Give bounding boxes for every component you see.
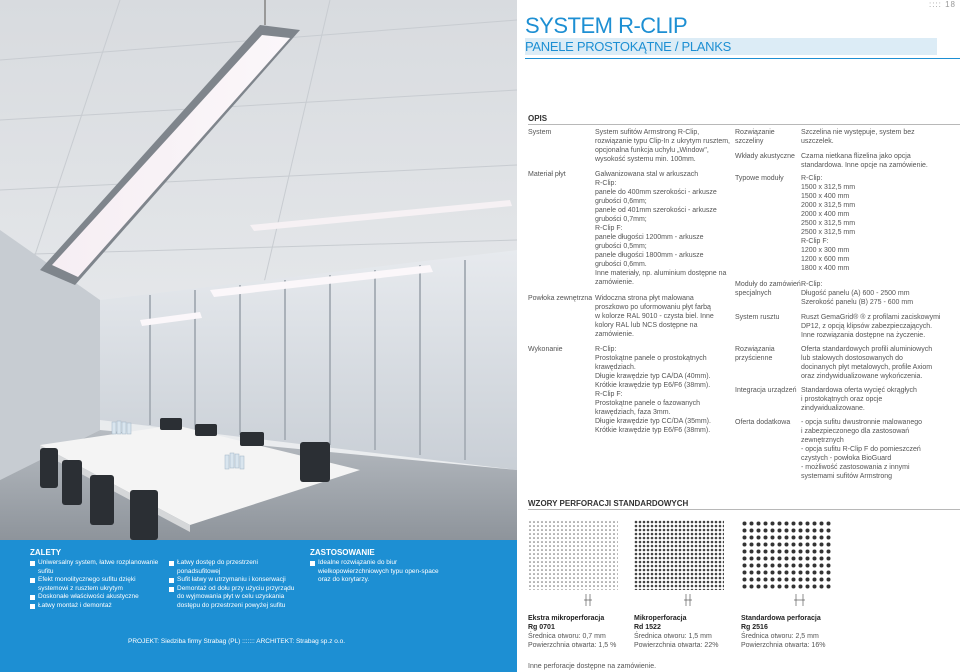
perforation-swatch-rg2516: [741, 520, 831, 608]
advantage-item: Łatwy dostęp do przestrzeni ponadsufitowej: [169, 559, 309, 576]
perforation-name: Ekstra mikroperforacja: [528, 615, 605, 622]
spec-value-system: System sufitów Armstrong R-Clip, rozwiązanie typu Clip-In z ukrytym rusztem, opcjonalna funkcja uchylu „Window", wysokość systemu min. 100mm.: [595, 129, 730, 163]
spec-value-wall: Oferta standardowych profili aluminiowych lub stalowych dostosowanych do docinanych płyt metalowych, profile Axiom oraz zindywidualizowane wykończenia.: [801, 346, 933, 380]
spec-value-grid: Ruszt GemaGrid® ® z profilami zaciskowymi DP12, z opcją klipsów zabezpieczających. Inne rozwiązania dostępne na życzenie.: [801, 314, 941, 339]
perforation-code: Rd 1522: [634, 624, 661, 631]
page-title: SYSTEM R-CLIP: [525, 13, 688, 38]
spec-label-wall: Rozwiązania przyścienne: [735, 346, 775, 362]
opis-heading: OPIS: [528, 114, 548, 123]
perforation-heading: WZORY PERFORACJI STANDARDOWYCH: [528, 499, 689, 508]
advantage-item: Efekt monolitycznego sufitu dzięki systemowi z rusztem ukrytym: [30, 576, 165, 593]
perforation-caption-2: [634, 614, 718, 650]
spec-label-acoustic: Wkłady akustyczne: [735, 153, 795, 160]
spec-value-extra: - opcja sufitu dwustronnie malowanego i zabezpieczonego dla zastosowań zewnętrznych - opcja sufitu R-Clip F do pomieszczeń czystych - powłoka BioGuard - możliwość zastosowania z innymi systemami sufitów Armstrong: [801, 419, 923, 480]
perforation-divider: [528, 509, 960, 510]
spec-value-integration: Standardowa oferta wycięć okrągłych i prostokątnych oraz opcje zindywidualizowane.: [801, 387, 917, 412]
header-divider: [525, 58, 960, 59]
advantages-col-1: [30, 559, 165, 610]
perforation-swatch-rg0701: [528, 520, 618, 608]
spec-label-material: Materiał płyt: [528, 171, 566, 178]
perforation-open-area: Powierzchnia otwarta: 22%: [634, 642, 719, 649]
application-item: Idealne rozwiązanie do biur wielkopowierzchniowych typu open-space oraz do korytarzy.: [310, 559, 460, 585]
perforation-diameter: Średnica otworu: 0,7 mm: [528, 633, 606, 640]
page-subtitle: PANELE PROSTOKĄTNE / PLANKS: [525, 39, 731, 54]
spec-label-execution: Wykonanie: [528, 346, 563, 353]
perforation-code: Rg 2516: [741, 624, 768, 631]
perforation-note: Inne perforacje dostępne na zamówienie.: [528, 663, 657, 670]
perforation-caption-3: [741, 614, 825, 650]
perforation-code: Rg 0701: [528, 624, 555, 631]
advantage-item: Łatwy montaż i demontaż: [30, 602, 165, 611]
spec-label-gap: Rozwiązanie szczeliny: [735, 129, 775, 145]
spec-value-modules: R-Clip: 1500 x 312,5 mm 1500 x 400 mm 2000 x 312,5 mm 2000 x 400 mm 2500 x 312,5 mm 2500 x 312,5 mm R-Clip F: 1200 x 300 mm 1200 x 600 mm 1800 x 400 mm: [801, 175, 856, 272]
spec-label-modules: Typowe moduły: [735, 175, 784, 182]
spec-label-system: System: [528, 129, 552, 136]
spec-label-integration: Integracja urządzeń: [735, 387, 797, 394]
perforation-name: Mikroperforacja: [634, 615, 687, 622]
advantages-col-2: [169, 559, 309, 610]
spec-value-gap: Szczelina nie występuje, system bez uszczelek.: [801, 129, 915, 145]
office-photo: [0, 0, 517, 540]
advantage-item: Doskonałe właściwości akustyczne: [30, 593, 165, 602]
perforation-open-area: Powierzchnia otwarta: 16%: [741, 642, 826, 649]
spec-label-coating: Powłoka zewnętrzna: [528, 295, 593, 302]
advantages-heading: ZALETY: [30, 548, 62, 557]
spec-label-special-modules: Moduły do zamówień specjalnych: [735, 281, 801, 297]
advantage-item: Sufit łatwy w utrzymaniu i konserwacji: [169, 576, 309, 585]
perforation-diameter: Średnica otworu: 1,5 mm: [634, 633, 712, 640]
perforation-name: Standardowa perforacja: [741, 615, 821, 622]
page-number: :::: 18: [928, 0, 956, 9]
perforation-diameter: Średnica otworu: 2,5 mm: [741, 633, 819, 640]
perforation-open-area: Powierzchnia otwarta: 1,5 %: [528, 642, 617, 649]
spec-label-extra: Oferta dodatkowa: [735, 419, 791, 426]
spec-value-acoustic: Czarna nietkana flizelina jako opcja standardowa. Inne opcje na zamówienie.: [801, 153, 928, 169]
advantage-item: Demontaż od dołu przy użyciu przyrządu do wyjmowania płyt w celu uzyskania dostępu do przestrzeni powyżej sufitu: [169, 585, 309, 611]
spec-value-coating: Widoczna strona płyt malowana proszkowo po uformowaniu płyt farbą w kolorze RAL 9010 - czysta biel. Inne kolory RAL lub NCS dostępne na zamówienie.: [595, 295, 714, 338]
spec-value-special-modules: R-Clip: Długość panelu (A) 600 - 2500 mm Szerokość panelu (B) 275 - 600 mm: [801, 281, 914, 306]
application-heading: ZASTOSOWANIE: [310, 548, 375, 557]
advantage-item: Uniwersalny system, łatwe rozplanowanie sufitu: [30, 559, 165, 576]
opis-divider: [528, 124, 960, 125]
perforation-swatch-rd1522: [634, 520, 724, 608]
spec-label-grid: System rusztu: [735, 314, 780, 321]
perforation-caption-1: [528, 614, 616, 650]
spec-value-execution: R-Clip: Prostokątne panele o prostokątnych krawędziach. Długie krawędzie typ CA/DA (40mm). Krótkie krawędzie typ E6/F6 (38mm). R-Clip F: Prostokątne panele o fazowanych krawędziach, faza 3mm. Długie krawędzie typ CC/DA (35mm). Krótkie krawędzie typ E6/F6 (38mm).: [595, 346, 711, 434]
application-list: [310, 559, 460, 585]
project-credit: PROJEKT: Siedziba firmy Strabag (PL) ::::::: ARCHITEKT: Strabag sp.z o.o.: [128, 638, 346, 645]
spec-value-material: Galwanizowana stal w arkuszach R-Clip: panele do 400mm szerokości - arkusze grubości 0,6mm; panele od 401mm szerokości - arkusze grubości 0,7mm; R-Clip F: panele długości 1200mm - arkusze grubości 0,5mm; panele długości 1800mm - arkusze grubości 0,6mm. Inne materiały, np. aluminium dostępne na zamówienie.: [595, 171, 727, 286]
